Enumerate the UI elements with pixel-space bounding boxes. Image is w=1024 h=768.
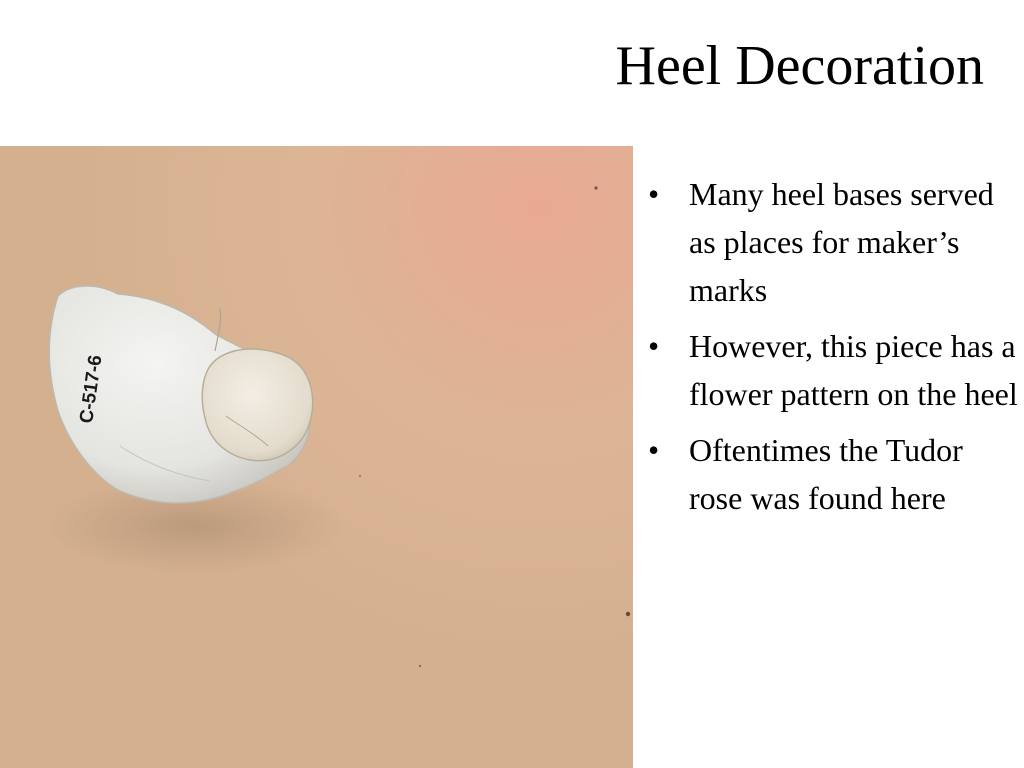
bullet-icon: •: [648, 328, 660, 364]
speck: [594, 186, 597, 189]
bullet-icon: •: [648, 176, 660, 212]
bullet-text: Many heel bases served as places for maker’s marks: [689, 176, 994, 308]
artifact-photo: [0, 146, 633, 768]
bullet-text: However, this piece has a flower pattern on the heel: [689, 328, 1018, 412]
artifact-catalog-label: C-517-6: [76, 353, 107, 425]
bullet-icon: •: [648, 432, 660, 468]
bullet-list: [648, 170, 1018, 530]
speck: [419, 665, 421, 667]
bullet-item: [648, 322, 1018, 418]
heel-knob: [202, 349, 312, 461]
bullet-text: Oftentimes the Tudor rose was found here: [689, 432, 963, 516]
speck: [359, 475, 361, 477]
slide-title: Heel Decoration: [615, 35, 984, 97]
bullet-item: [648, 426, 1018, 522]
bullet-item: [648, 170, 1018, 314]
speck: [626, 612, 630, 616]
pipe-heel-photo: [0, 146, 633, 768]
